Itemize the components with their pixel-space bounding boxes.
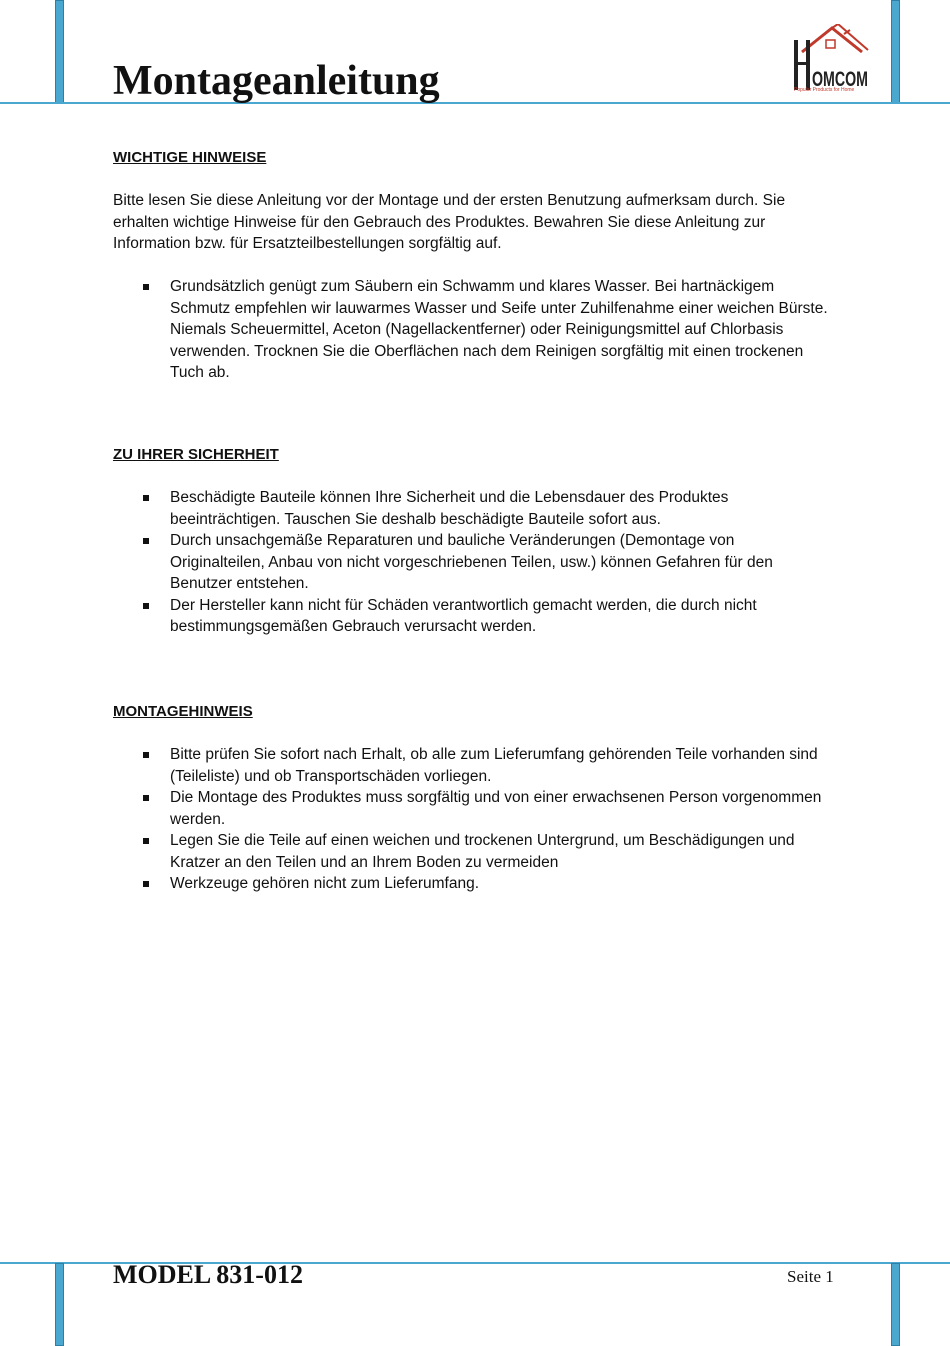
svg-text:OMCOM: OMCOM bbox=[812, 68, 868, 91]
list-item: Beschädigte Bauteile können Ihre Sicherheit und die Lebensdauer des Produktes beeinträchtigen. Tauschen Sie deshalb beschädigte Bauteile sofort aus. bbox=[113, 487, 833, 530]
list-item: Werkzeuge gehören nicht zum Lieferumfang. bbox=[113, 873, 833, 895]
intro-paragraph: Bitte lesen Sie diese Anleitung vor der Montage und der ersten Benutzung aufmerksam durch. Sie erhalten wichtige Hinweise für den Gebrauch des Produktes. Bewahren Sie diese Anleitung zur Information bzw. für Ersatzteilbestellungen sorgfältig auf. bbox=[113, 192, 786, 252]
list-item: Die Montage des Produktes muss sorgfältig und von einer erwachsenen Person vorgenommen werden. bbox=[113, 787, 833, 830]
left-bottom-bar bbox=[55, 1263, 64, 1346]
right-bottom-bar bbox=[891, 1263, 900, 1346]
list-item: Grundsätzlich genügt zum Säubern ein Schwamm und klares Wasser. Bei hartnäckigem Schmutz empfehlen wir lauwarmes Wasser und Seife unter Zuhilfenahme einer weichen Bürste. Niemals Scheuermittel, Aceton (Nagellackentferner) oder Reinigungsmittel auf Chlorbasis verwenden. Trocknen Sie die Oberflächen nach dem Reinigen sorgfältig mit einen trockenen Tuch ab. bbox=[113, 276, 830, 384]
model-number: MODEL 831-012 bbox=[113, 1260, 303, 1289]
page-title: Montageanleitung bbox=[113, 58, 440, 104]
list-item: Legen Sie die Teile auf einen weichen und trockenen Untergrund, um Beschädigungen und Kratzer an den Teilen und an Ihrem Boden zu vermeiden bbox=[113, 830, 833, 873]
page-number: Seite 1 bbox=[787, 1267, 834, 1286]
list-item: Durch unsachgemäße Reparaturen und bauliche Veränderungen (Demontage von Originalteilen, Anbau von nicht vorgeschriebenen Teilen, usw.) können Gefahren für den Benutzer entstehen. bbox=[113, 530, 833, 595]
assembly-list bbox=[113, 744, 833, 895]
care-list bbox=[113, 276, 848, 384]
safety-list bbox=[113, 487, 833, 638]
section-heading-sicherheit: ZU IHRER SICHERHEIT bbox=[113, 446, 279, 463]
right-top-bar bbox=[891, 0, 900, 103]
section-heading-montagehinweis: MONTAGEHINWEIS bbox=[113, 703, 253, 720]
list-item: Bitte prüfen Sie sofort nach Erhalt, ob alle zum Lieferumfang gehörenden Teile vorhanden sind (Teileliste) und ob Transportschäden vorliegen. bbox=[113, 744, 833, 787]
list-item: Der Hersteller kann nicht für Schäden verantwortlich gemacht werden, die durch nicht bestimmungsgemäßen Gebrauch verursacht werden. bbox=[113, 595, 833, 638]
section-heading-wichtige-hinweise: WICHTIGE HINWEISE bbox=[113, 149, 267, 166]
logo-tagline: Popular Products for Home bbox=[794, 87, 855, 93]
left-top-bar bbox=[55, 0, 64, 103]
